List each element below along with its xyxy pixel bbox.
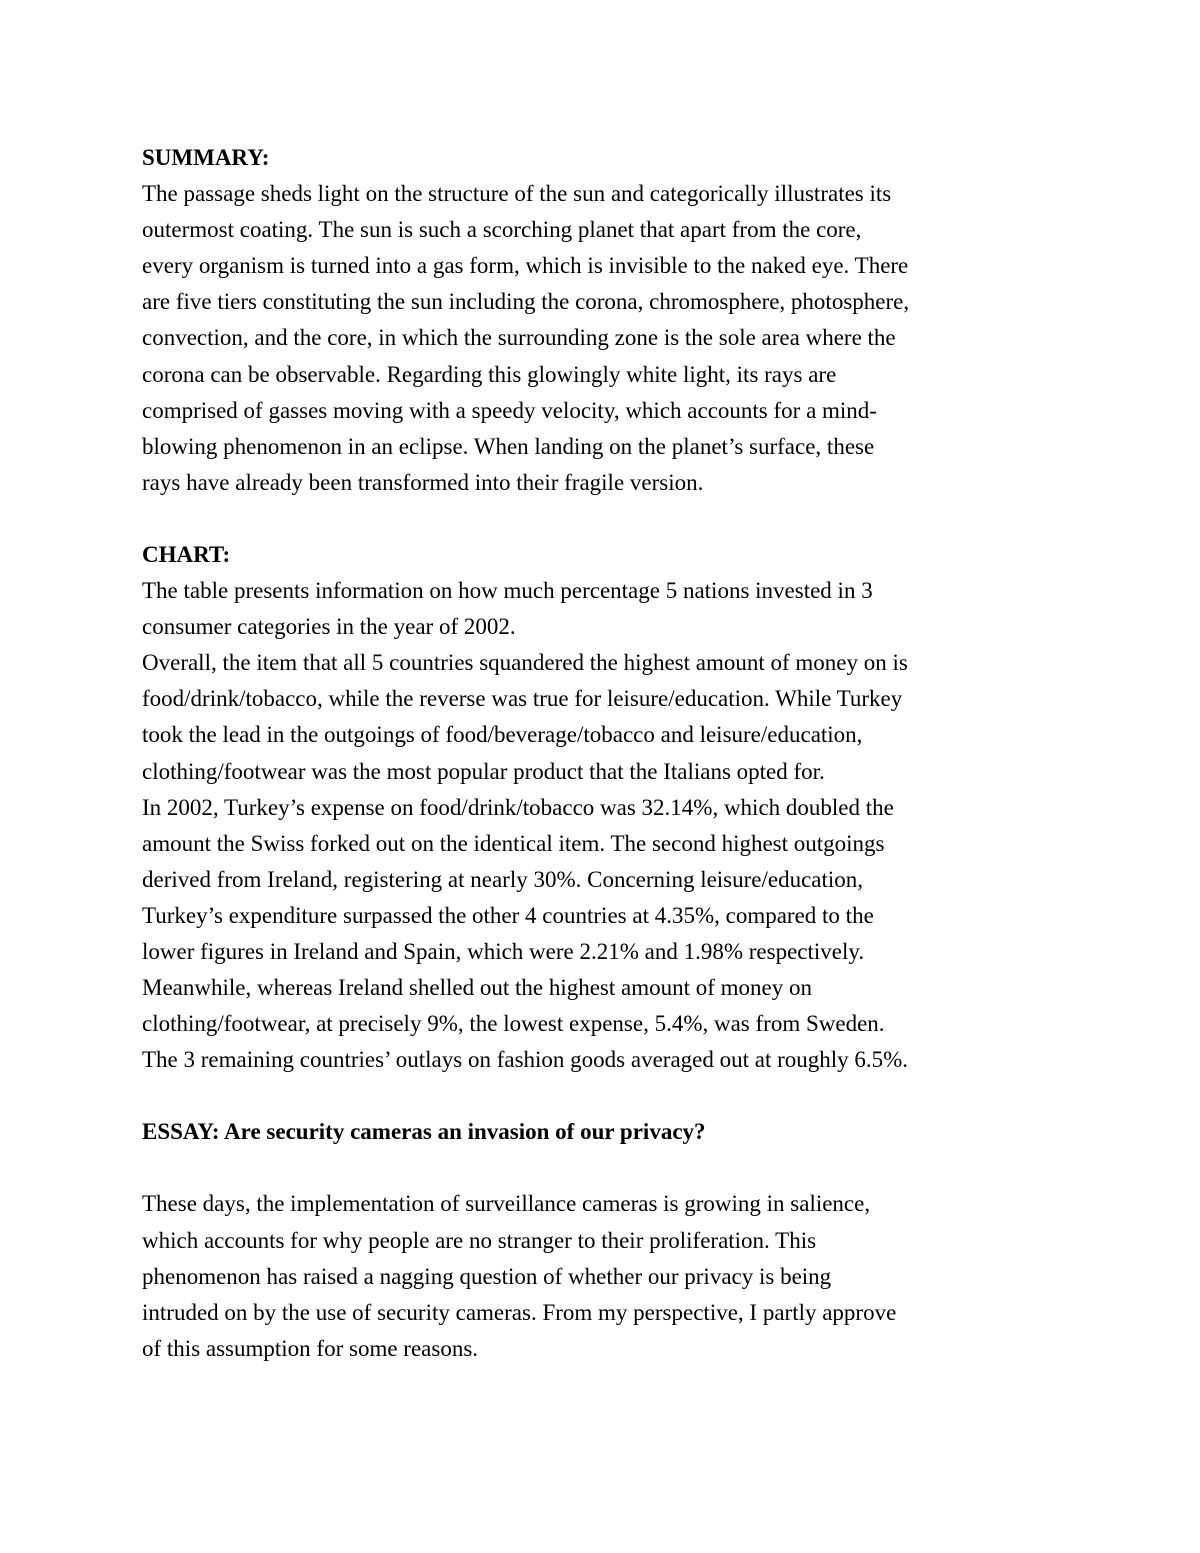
summary-line: are five tiers constituting the sun including the corona, chromosphere, photosphere, — [142, 289, 910, 315]
summary-line: outermost coating. The sun is such a scorching planet that apart from the core, — [142, 217, 862, 243]
summary-line: comprised of gasses moving with a speedy velocity, which accounts for a mind- — [142, 397, 877, 423]
summary-line: convection, and the core, in which the surrounding zone is the sole area where the — [142, 325, 896, 351]
essay-paragraph — [142, 1186, 1072, 1366]
summary-line: every organism is turned into a gas form, which is invisible to the naked eye. There — [142, 253, 909, 279]
essay-spacer — [142, 1150, 1072, 1186]
chart-line: In 2002, Turkey’s expense on food/drink/tobacco was 32.14%, which doubled the — [142, 794, 894, 820]
summary-line: blowing phenomenon in an eclipse. When landing on the planet’s surface, these — [142, 433, 875, 459]
essay-line: of this assumption for some reasons. — [142, 1335, 479, 1361]
section-spacer — [142, 501, 1072, 537]
essay-line: intruded on by the use of security cameras. From my perspective, I partly approve — [142, 1299, 897, 1325]
essay-line: These days, the implementation of surveillance cameras is growing in salience, — [142, 1191, 871, 1217]
chart-line: took the lead in the outgoings of food/beverage/tobacco and leisure/education, — [142, 722, 863, 748]
chart-line: Turkey’s expenditure surpassed the other 4 countries at 4.35%, compared to the — [142, 902, 874, 928]
chart-line: food/drink/tobacco, while the reverse was true for leisure/education. While Turkey — [142, 686, 903, 712]
essay-section — [142, 1114, 1072, 1367]
chart-heading: CHART: — [142, 541, 231, 567]
summary-section — [142, 140, 1072, 501]
section-spacer — [142, 1078, 1072, 1114]
summary-line: rays have already been transformed into their fragile version. — [142, 469, 704, 495]
summary-paragraph — [142, 176, 1072, 501]
chart-line: The 3 remaining countries’ outlays on fashion goods averaged out at roughly 6.5%. — [142, 1047, 909, 1073]
chart-line: Overall, the item that all 5 countries squandered the highest amount of money on is — [142, 650, 908, 676]
summary-heading: SUMMARY: — [142, 145, 270, 170]
essay-line: which accounts for why people are no stranger to their proliferation. This — [142, 1227, 817, 1253]
chart-paragraph — [142, 573, 1072, 1078]
chart-line: lower figures in Ireland and Spain, which were 2.21% and 1.98% respectively. — [142, 938, 865, 964]
chart-section — [142, 537, 1072, 1078]
chart-line: derived from Ireland, registering at nearly 30%. Concerning leisure/education, — [142, 866, 864, 892]
chart-line: clothing/footwear, at precisely 9%, the lowest expense, 5.4%, was from Sweden. — [142, 1011, 885, 1037]
essay-heading: ESSAY: Are security cameras an invasion of our privacy? — [142, 1119, 706, 1145]
chart-line: Meanwhile, whereas Ireland shelled out the highest amount of money on — [142, 975, 813, 1001]
document-body — [142, 140, 1072, 1367]
summary-line: The passage sheds light on the structure of the sun and categorically illustrates its — [142, 181, 892, 207]
chart-line: clothing/footwear was the most popular product that the Italians opted for. — [142, 758, 825, 784]
chart-line: consumer categories in the year of 2002. — [142, 614, 516, 640]
chart-line: The table presents information on how much percentage 5 nations invested in 3 — [142, 578, 873, 604]
summary-line: corona can be observable. Regarding this glowingly white light, its rays are — [142, 361, 837, 387]
chart-line: amount the Swiss forked out on the identical item. The second highest outgoings — [142, 830, 885, 856]
essay-line: phenomenon has raised a nagging question of whether our privacy is being — [142, 1263, 832, 1289]
